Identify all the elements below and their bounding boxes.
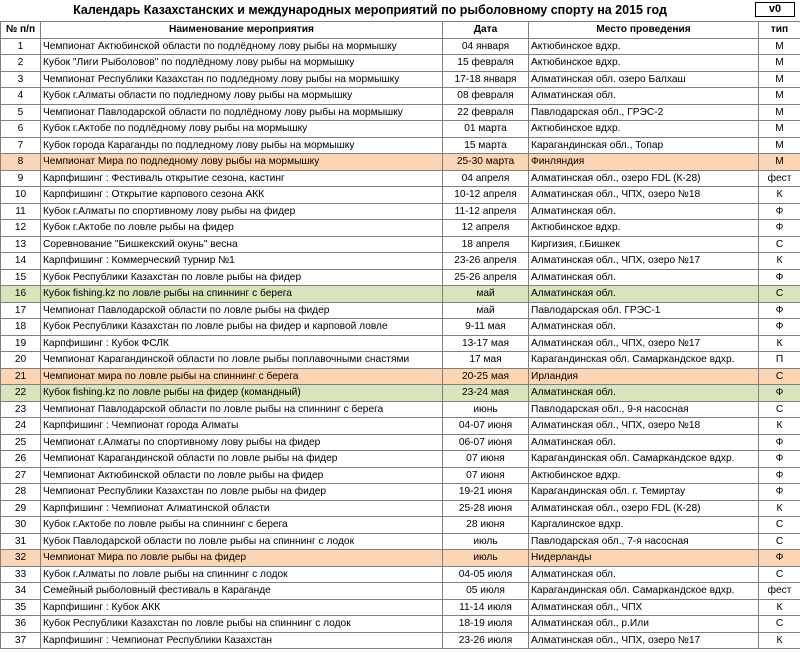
- cell-date: июль: [443, 533, 529, 550]
- cell-date: 23-26 июля: [443, 632, 529, 649]
- cell-no: 19: [1, 335, 41, 352]
- table-row: [1, 302, 800, 319]
- cell-type: Ф: [759, 451, 800, 468]
- cell-no: 36: [1, 616, 41, 633]
- cell-place: Алматинская обл.: [529, 88, 759, 105]
- table-row: [1, 484, 800, 501]
- cell-date: 06-07 июня: [443, 434, 529, 451]
- table-row: [1, 500, 800, 517]
- cell-type: К: [759, 335, 800, 352]
- cell-name: Кубок Павлодарской области по ловле рыбы на спиннинг с лодок: [41, 533, 443, 550]
- cell-date: июль: [443, 550, 529, 567]
- cell-name: Карпфишинг : Чемпионат Республики Казахстан: [41, 632, 443, 649]
- cell-place: Актюбинское вдхр.: [529, 220, 759, 237]
- cell-place: Алматинская обл. озеро Балхаш: [529, 71, 759, 88]
- cell-type: Ф: [759, 385, 800, 402]
- cell-name: Чемпионат Павлодарской области по подлёдному лову рыбы на мормышку: [41, 104, 443, 121]
- cell-type: К: [759, 418, 800, 435]
- cell-name: Чемпионат Республики Казахстан по ловле рыбы на фидер: [41, 484, 443, 501]
- cell-no: 34: [1, 583, 41, 600]
- cell-name: Чемпионат Республики Казахстан по подледному лову рыбы на мормышку: [41, 71, 443, 88]
- cell-place: Алматинская обл., озеро FDL (К-28): [529, 170, 759, 187]
- page-title: Календарь Казахстанских и международных мероприятий по рыболовному спорту на 2015 год: [73, 3, 667, 17]
- cell-name: Карпфишинг : Фестиваль открытие сезона, кастинг: [41, 170, 443, 187]
- header-place: Место проведения: [529, 22, 759, 39]
- cell-type: М: [759, 38, 800, 55]
- cell-date: май: [443, 302, 529, 319]
- table-row: [1, 352, 800, 369]
- cell-type: фест: [759, 170, 800, 187]
- cell-no: 13: [1, 236, 41, 253]
- cell-type: С: [759, 401, 800, 418]
- cell-place: Алматинская обл., ЧПХ: [529, 599, 759, 616]
- cell-no: 33: [1, 566, 41, 583]
- cell-date: 04 апреля: [443, 170, 529, 187]
- cell-place: Алматинская обл., озеро FDL (К-28): [529, 500, 759, 517]
- cell-place: Карагандинская обл., Топар: [529, 137, 759, 154]
- cell-type: С: [759, 533, 800, 550]
- table-row: [1, 269, 800, 286]
- cell-name: Карпфишинг : Чемпионат Алматинской области: [41, 500, 443, 517]
- cell-name: Чемпионат Павлодарской области по ловле рыбы на спиннинг с берега: [41, 401, 443, 418]
- cell-name: Карпфишинг : Коммерческий турнир №1: [41, 253, 443, 270]
- cell-place: Ирландия: [529, 368, 759, 385]
- cell-type: Ф: [759, 484, 800, 501]
- cell-no: 35: [1, 599, 41, 616]
- table-row: [1, 616, 800, 633]
- cell-name: Чемпионат мира по ловле рыбы на спиннинг с берега: [41, 368, 443, 385]
- cell-name: Чемпионат Карагандинской области по ловле рыбы на фидер: [41, 451, 443, 468]
- header-type: тип: [759, 22, 800, 39]
- cell-name: Кубок Республики Казахстан по ловле рыбы на фидер и карповой ловле: [41, 319, 443, 336]
- cell-type: М: [759, 121, 800, 138]
- cell-type: Ф: [759, 467, 800, 484]
- cell-date: 12 апреля: [443, 220, 529, 237]
- cell-type: С: [759, 566, 800, 583]
- cell-no: 32: [1, 550, 41, 567]
- table-row: [1, 319, 800, 336]
- table-row: [1, 121, 800, 138]
- cell-place: Павлодарская обл., 7-я насосная: [529, 533, 759, 550]
- table-row: [1, 38, 800, 55]
- cell-type: К: [759, 500, 800, 517]
- cell-place: Алматинская обл.: [529, 203, 759, 220]
- cell-no: 12: [1, 220, 41, 237]
- cell-place: Алматинская обл.: [529, 319, 759, 336]
- cell-place: Алматинская обл., ЧПХ, озеро №17: [529, 253, 759, 270]
- cell-date: 9-11 мая: [443, 319, 529, 336]
- cell-no: 2: [1, 55, 41, 72]
- cell-place: Киргизия, г.Бишкек: [529, 236, 759, 253]
- cell-place: Каргалинское вдхр.: [529, 517, 759, 534]
- cell-type: К: [759, 187, 800, 204]
- table-row: [1, 385, 800, 402]
- cell-type: Ф: [759, 319, 800, 336]
- cell-place: Карагандинская обл. г. Темиртау: [529, 484, 759, 501]
- cell-date: 23-26 апреля: [443, 253, 529, 270]
- table-row: [1, 253, 800, 270]
- cell-name: Кубок г.Алматы по ловле рыбы на спиннинг с лодок: [41, 566, 443, 583]
- table-row: [1, 418, 800, 435]
- header-row: [1, 22, 800, 39]
- cell-no: 9: [1, 170, 41, 187]
- cell-type: С: [759, 368, 800, 385]
- cell-name: Чемпионат Мира по ловле рыбы на фидер: [41, 550, 443, 567]
- cell-place: Алматинская обл.: [529, 385, 759, 402]
- table-row: [1, 187, 800, 204]
- table-row: [1, 220, 800, 237]
- cell-place: Алматинская обл.: [529, 286, 759, 303]
- cell-no: 14: [1, 253, 41, 270]
- cell-place: Павлодарская обл. ГРЭС-1: [529, 302, 759, 319]
- cell-name: Соревнование "Бишкекский окунь" весна: [41, 236, 443, 253]
- cell-type: С: [759, 286, 800, 303]
- cell-date: 22 февраля: [443, 104, 529, 121]
- cell-name: Чемпионат Мира по подледному лову рыбы на мормышку: [41, 154, 443, 171]
- cell-no: 30: [1, 517, 41, 534]
- cell-no: 4: [1, 88, 41, 105]
- cell-date: 25-30 марта: [443, 154, 529, 171]
- cell-date: 11-14 июля: [443, 599, 529, 616]
- table-row: [1, 368, 800, 385]
- cell-no: 20: [1, 352, 41, 369]
- table-row: [1, 566, 800, 583]
- table-row: [1, 71, 800, 88]
- table-row: [1, 632, 800, 649]
- table-body: [1, 38, 800, 649]
- cell-no: 26: [1, 451, 41, 468]
- table-row: [1, 286, 800, 303]
- cell-no: 18: [1, 319, 41, 336]
- cell-date: 28 июня: [443, 517, 529, 534]
- cell-place: Актюбинское вдхр.: [529, 467, 759, 484]
- table-row: [1, 88, 800, 105]
- title-bar: [0, 0, 800, 21]
- cell-date: 08 февраля: [443, 88, 529, 105]
- table-row: [1, 583, 800, 600]
- table-row: [1, 550, 800, 567]
- cell-no: 11: [1, 203, 41, 220]
- cell-date: 20-25 мая: [443, 368, 529, 385]
- cell-name: Кубок г.Актобе по ловле рыбы на фидер: [41, 220, 443, 237]
- cell-name: Карпфишинг : Кубок ФСЛК: [41, 335, 443, 352]
- cell-place: Нидерланды: [529, 550, 759, 567]
- cell-name: Семейный рыболовный фестиваль в Караганде: [41, 583, 443, 600]
- cell-no: 21: [1, 368, 41, 385]
- cell-no: 7: [1, 137, 41, 154]
- cell-name: Кубок "Лиги Рыболовов" по подлёдному лову рыбы на мормышку: [41, 55, 443, 72]
- cell-type: Ф: [759, 434, 800, 451]
- cell-date: 25-26 апреля: [443, 269, 529, 286]
- cell-type: Ф: [759, 203, 800, 220]
- cell-type: Ф: [759, 302, 800, 319]
- cell-name: Кубок г.Актобе по подлёдному лову рыбы на мормышку: [41, 121, 443, 138]
- cell-type: М: [759, 88, 800, 105]
- cell-name: Карпфишинг : Кубок АКК: [41, 599, 443, 616]
- cell-date: 17 мая: [443, 352, 529, 369]
- table-row: [1, 55, 800, 72]
- cell-place: Актюбинское вдхр.: [529, 55, 759, 72]
- cell-place: Алматинская обл.: [529, 434, 759, 451]
- cell-no: 16: [1, 286, 41, 303]
- cell-type: Ф: [759, 269, 800, 286]
- cell-no: 24: [1, 418, 41, 435]
- cell-place: Карагандинская обл. Самаркандское вдхр.: [529, 451, 759, 468]
- cell-date: 15 февраля: [443, 55, 529, 72]
- cell-place: Павлодарская обл., 9-я насосная: [529, 401, 759, 418]
- cell-name: Карпфишинг : Чемпионат города Алматы: [41, 418, 443, 435]
- cell-no: 28: [1, 484, 41, 501]
- events-table: [0, 21, 800, 649]
- cell-place: Карагандинская обл. Самаркандское вдхр.: [529, 352, 759, 369]
- cell-date: 04 января: [443, 38, 529, 55]
- cell-no: 22: [1, 385, 41, 402]
- cell-date: 07 июня: [443, 467, 529, 484]
- cell-place: Алматинская обл., ЧПХ, озеро №18: [529, 418, 759, 435]
- table-row: [1, 203, 800, 220]
- cell-place: Павлодарская обл., ГРЭС-2: [529, 104, 759, 121]
- cell-date: 23-24 мая: [443, 385, 529, 402]
- cell-name: Чемпионат Актюбинской области по подлёдному лову рыбы на мормышку: [41, 38, 443, 55]
- cell-no: 27: [1, 467, 41, 484]
- cell-no: 6: [1, 121, 41, 138]
- cell-date: 25-28 июня: [443, 500, 529, 517]
- table-row: [1, 467, 800, 484]
- cell-name: Кубок г.Алматы области по подледному лову рыбы на мормышку: [41, 88, 443, 105]
- cell-no: 37: [1, 632, 41, 649]
- cell-date: 04-05 июля: [443, 566, 529, 583]
- cell-place: Алматинская обл., р.Или: [529, 616, 759, 633]
- cell-no: 8: [1, 154, 41, 171]
- cell-type: М: [759, 137, 800, 154]
- cell-date: 18-19 июля: [443, 616, 529, 633]
- cell-date: 13-17 мая: [443, 335, 529, 352]
- cell-date: май: [443, 286, 529, 303]
- table-row: [1, 236, 800, 253]
- cell-no: 31: [1, 533, 41, 550]
- cell-name: Карпфишинг : Открытие карпового сезона АКК: [41, 187, 443, 204]
- cell-name: Чемпионат Павлодарской области по ловле рыбы на фидер: [41, 302, 443, 319]
- cell-no: 17: [1, 302, 41, 319]
- cell-name: Кубок г.Актобе по ловле рыбы на спиннинг с берега: [41, 517, 443, 534]
- cell-name: Кубок Республики Казахстан по ловле рыбы на спиннинг с лодок: [41, 616, 443, 633]
- cell-type: Ф: [759, 220, 800, 237]
- cell-place: Актюбинское вдхр.: [529, 121, 759, 138]
- cell-type: С: [759, 236, 800, 253]
- cell-place: Алматинская обл.: [529, 269, 759, 286]
- table-row: [1, 434, 800, 451]
- cell-name: Чемпионат г.Алматы по спортивному лову рыбы на фидер: [41, 434, 443, 451]
- header-no: № п/п: [1, 22, 41, 39]
- cell-type: С: [759, 616, 800, 633]
- cell-date: 17-18 января: [443, 71, 529, 88]
- cell-date: июнь: [443, 401, 529, 418]
- header-date: Дата: [443, 22, 529, 39]
- cell-no: 25: [1, 434, 41, 451]
- cell-type: К: [759, 632, 800, 649]
- cell-place: Карагандинская обл. Самаркандское вдхр.: [529, 583, 759, 600]
- table-row: [1, 154, 800, 171]
- cell-no: 10: [1, 187, 41, 204]
- table-row: [1, 104, 800, 121]
- cell-type: П: [759, 352, 800, 369]
- cell-place: Алматинская обл.: [529, 566, 759, 583]
- cell-name: Кубок fishing.kz по ловле рыбы на спиннинг с берега: [41, 286, 443, 303]
- table-row: [1, 335, 800, 352]
- cell-type: М: [759, 154, 800, 171]
- cell-type: М: [759, 55, 800, 72]
- table-row: [1, 451, 800, 468]
- cell-type: фест: [759, 583, 800, 600]
- cell-no: 5: [1, 104, 41, 121]
- cell-date: 11-12 апреля: [443, 203, 529, 220]
- cell-date: 19-21 июня: [443, 484, 529, 501]
- cell-name: Чемпионат Карагандинской области по ловле рыбы поплавочными снастями: [41, 352, 443, 369]
- cell-name: Чемпионат Актюбинской области по ловле рыбы на фидер: [41, 467, 443, 484]
- table-row: [1, 517, 800, 534]
- table-row: [1, 401, 800, 418]
- cell-no: 29: [1, 500, 41, 517]
- cell-no: 3: [1, 71, 41, 88]
- cell-type: К: [759, 253, 800, 270]
- cell-name: Кубок города Караганды по подледному лову рыбы на мормышку: [41, 137, 443, 154]
- cell-name: Кубок Республики Казахстан по ловле рыбы на фидер: [41, 269, 443, 286]
- cell-date: 10-12 апреля: [443, 187, 529, 204]
- cell-date: 04-07 июня: [443, 418, 529, 435]
- table-row: [1, 599, 800, 616]
- header-name: Наименование мероприятия: [41, 22, 443, 39]
- table-row: [1, 533, 800, 550]
- cell-date: 15 марта: [443, 137, 529, 154]
- cell-place: Алматинская обл., ЧПХ, озеро №17: [529, 632, 759, 649]
- table-row: [1, 137, 800, 154]
- cell-name: Кубок fishing.kz по ловле рыбы на фидер (командный): [41, 385, 443, 402]
- cell-type: Ф: [759, 550, 800, 567]
- cell-date: 05 июля: [443, 583, 529, 600]
- cell-place: Актюбинское вдхр.: [529, 38, 759, 55]
- cell-date: 07 июня: [443, 451, 529, 468]
- cell-type: М: [759, 104, 800, 121]
- cell-no: 15: [1, 269, 41, 286]
- cell-type: М: [759, 71, 800, 88]
- cell-no: 1: [1, 38, 41, 55]
- cell-no: 23: [1, 401, 41, 418]
- version-box: v0: [755, 2, 795, 17]
- cell-type: С: [759, 517, 800, 534]
- cell-date: 18 апреля: [443, 236, 529, 253]
- cell-type: К: [759, 599, 800, 616]
- cell-place: Алматинская обл., ЧПХ, озеро №18: [529, 187, 759, 204]
- cell-name: Кубок г.Алматы по спортивному лову рыбы на фидер: [41, 203, 443, 220]
- cell-date: 01 марта: [443, 121, 529, 138]
- table-row: [1, 170, 800, 187]
- cell-place: Алматинская обл., ЧПХ, озеро №17: [529, 335, 759, 352]
- cell-place: Финляндия: [529, 154, 759, 171]
